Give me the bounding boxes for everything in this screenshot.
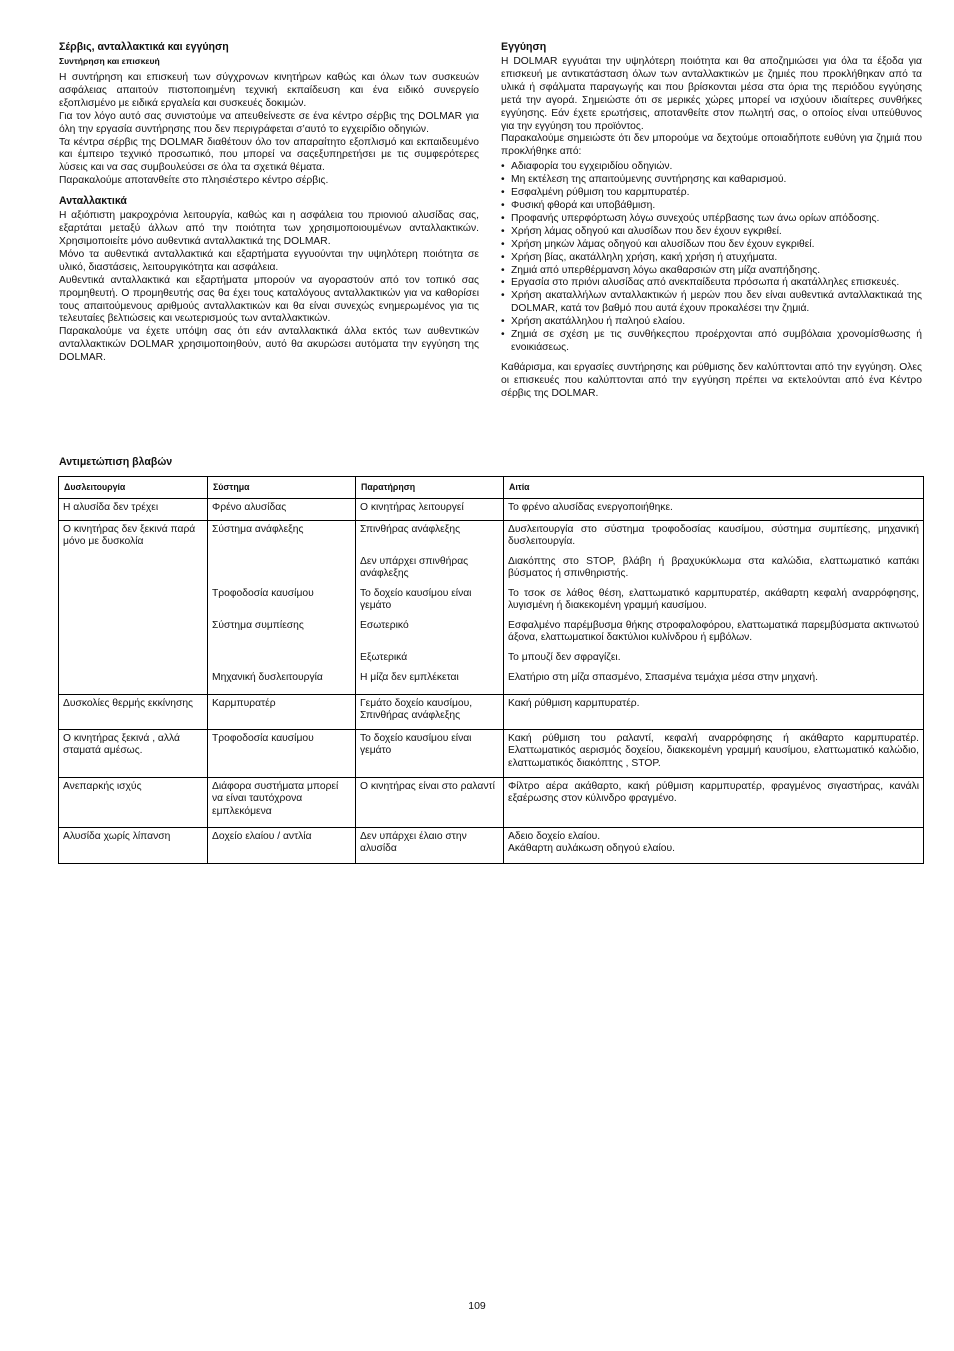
fault-cell: Ο κινητήρας ξεκινά , αλλά σταματά αμέσως. bbox=[59, 729, 208, 777]
cause-cell bbox=[504, 777, 924, 827]
troubleshooting-table bbox=[58, 476, 924, 864]
cause-text: Το μπουζί δεν σφραγίζει. bbox=[508, 651, 621, 663]
list-item: • Ζημιά σε σχέση με τις συνθήκεςπου προέρχονται από συμβόλαια χρονομίσθωσης ή ενοικιάσεως. bbox=[501, 329, 922, 355]
page-number: 109 bbox=[468, 1300, 486, 1312]
cause-text: Το τσοκ σε λάθος θέση, ελαττωματικό καρμπυρατέρ, ακάθαρτη κεφαλή αναρρόφησης, λυγισμένη ή διακεκομένη γραμμή καυσίμου. bbox=[508, 587, 919, 612]
list-item: • Χρήση ακαταλλήλων ανταλλακτικών ή μερών που δεν είναι αυθεντικά ανταλλακτικαά της DOLMAR, κατά τον βαθμό που αυτά έχουν προκαλέσει την ζημιά. bbox=[501, 290, 922, 316]
service-column bbox=[59, 41, 479, 365]
system-cell bbox=[208, 520, 356, 694]
cause-cell bbox=[504, 498, 924, 520]
observation-cell bbox=[356, 777, 504, 827]
spares-paragraph: Παρακαλούμε να έχετε υπόψη σας ότι εάν ανταλλακτικά άλλα εκτός των αυθεντικών ανταλλακτικών DOLMAR χρησιμοποιηθούν, αυτό θα ακυρώσει αυτόματα την εγγύηση της DOLMAR. bbox=[59, 326, 479, 364]
cause-cell bbox=[504, 827, 924, 863]
fault-cell: Αλυσίδα χωρίς λίπανση bbox=[59, 827, 208, 863]
list-item: • Χρήση βίας, ακατάλληλη χρήση, κακή χρήση ή ατυχήματα. bbox=[501, 252, 922, 265]
table-row bbox=[59, 777, 924, 827]
service-title: Σέρβις, ανταλλακτικά και εγγύηση bbox=[59, 41, 229, 53]
cause-cell bbox=[504, 520, 924, 694]
observation-text: Το δοχείο καυσίμου είναι γεμάτο bbox=[360, 732, 472, 757]
table-row bbox=[59, 729, 924, 777]
list-item: • Χρήση μηκών λάμας οδηγού και αλυσίδων που δεν έχουν εγκριθεί. bbox=[501, 239, 922, 252]
warranty-title: Εγγύηση bbox=[501, 41, 547, 53]
warranty-closing: Καθάρισμα, και εργασίες συντήρησης και ρύθμισης δεν καλύπτονται από την εγγύηση. Ολες οι επισκευές που καλύπτονται από την εγγύηση πρέπει να εκτελούνται από ένα Κέντρο σέρβις της DOLMAR. bbox=[501, 361, 922, 399]
observation-text: Δεν υπάρχει σπινθήρας ανάφλεξης bbox=[360, 555, 469, 580]
cause-text: Κακή ρύθμιση καρμπυρατέρ. bbox=[508, 697, 640, 709]
observation-text: Το δοχείο καυσίμου είναι γεμάτο bbox=[360, 587, 472, 612]
list-item: • Χρήση ακατάλληλου ή παληού ελαίου. bbox=[501, 316, 922, 329]
system-cell bbox=[208, 498, 356, 520]
system-text: Μηχανική δυσλειτουργία bbox=[212, 671, 323, 683]
service-paragraph: Η συντήρηση και επισκευή των σύγχρονων κινητήρων καθώς και όλων των συσκευών ασφάλειας απαιτούν πιστοποιημένη τεχνική εκπαίδευση και ένα ειδικό συνεργείο εξοπλισμένο με ειδικά εργαλεία και συσκευές δοκιμών. bbox=[59, 72, 479, 109]
observation-text: Ο κινητήρας λειτουργεί bbox=[360, 501, 464, 513]
observation-cell bbox=[356, 520, 504, 694]
system-text: Σύστημα ανάφλεξης bbox=[212, 523, 304, 535]
system-text bbox=[212, 652, 351, 665]
cause-text: Ελατήριο στη μίζα σπασμένο, Σπασμένα τεμάχια μέσα στην μηχανή. bbox=[508, 671, 818, 683]
table-row bbox=[59, 827, 924, 863]
system-text: Φρένο αλυσίδας bbox=[212, 501, 287, 513]
observation-text: Δεν υπάρχει έλαιο στην αλυσίδα bbox=[360, 830, 467, 855]
observation-text: Εξωτερικά bbox=[360, 651, 408, 663]
observation-text: Σπινθήρας ανάφλεξης bbox=[360, 523, 461, 535]
fault-cell: Η αλυσίδα δεν τρέχει bbox=[59, 498, 208, 520]
spares-paragraph: Η αξιόπιστη μακροχρόνια λειτουργία, καθώς και η ασφάλεια του πριονιού αλυσίδας σας, εξαρτάται μεταξύ άλλων από την ποιότητα των χρησιμοποιουμένων ανταλλακτικών. Χρησιμοποιείτε μόνο αυθεντικά ανταλλακτικά της DOLMAR. bbox=[59, 210, 479, 247]
observation-text: Η μίζα δεν εμπλέκεται bbox=[360, 671, 459, 683]
system-text: Καρμπυρατέρ bbox=[212, 697, 276, 709]
cause-cell bbox=[504, 729, 924, 777]
cause-text: Εσφαλμένο παρέμβυσμα θήκης στροφαλοφόρου, ελαττωματικά παρεμβύσματα ακτινωτού άξονα, ελαττωματικοί δακτύλιοι κυλίνδρου ή εμβόλων. bbox=[508, 619, 919, 644]
list-item: • Αδιαφορία του εγχειριδίου οδηγιών. bbox=[501, 161, 922, 174]
observation-cell bbox=[356, 729, 504, 777]
list-item: • Χρήση λάμας οδηγού και αλυσίδων που δεν έχουν εγκριθεί. bbox=[501, 226, 922, 239]
service-paragraph: Παρακαλούμε αποτανθείτε στο πλησιέστερο κέντρο σέρβις. bbox=[59, 175, 329, 187]
list-item: • Προφανής υπερφόρτωση λόγω συνεχούς υπέρβασης των άνω ορίων απόδοσης. bbox=[501, 213, 922, 226]
cause-cell bbox=[504, 694, 924, 729]
system-cell bbox=[208, 694, 356, 729]
cause-text: Το φρένο αλυσίδας ενεργοποιήθηκε. bbox=[508, 501, 673, 513]
system-text: Τροφοδοσία καυσίμου bbox=[212, 587, 314, 599]
fault-cell: Ανεπαρκής ισχύς bbox=[59, 777, 208, 827]
column-header: Σύστημα bbox=[208, 477, 356, 499]
warranty-paragraph: Η DOLMAR εγγυάται την υψηλότερη ποιότητα και θα αποζημιώσει για όλα τα έξοδα για επισκευή με αντικατάσταση όλων των ανταλλακτικών με ζημιές που προκλήθηκαν από τα υλικά ή σφάλματα παραγωγής και που βρίσκονται μέσα στα όρια της περιόδου εγγύησης μετά την αγορά. Σημειώστε ότι σε μερικές χώρες μπορεί να ισχύουν ιδιαίτερες συνθήκες εγγύησης. Εάν έχετε ερωτήσεις, αποτανθείτε στον πωλητή σας, ο οποίος είναι υπεύθυνος για την εγγύηση του προϊόντος. bbox=[501, 56, 922, 132]
fault-cell: Ο κινητήρας δεν ξεκινά παρά μόνο με δυσκολία bbox=[59, 520, 208, 694]
cause-text: Αδειο δοχείο ελαίου. Ακάθαρτη αυλάκωση οδηγού ελαίου. bbox=[508, 830, 676, 855]
table-row bbox=[59, 498, 924, 520]
spares-paragraph: Μόνο τα αυθεντικά ανταλλακτικά και εξαρτήματα εγγυούνται την υψηλότερη ποιότητα σε υλικό, διαστάσεις, λειτουργικότητα και ασφάλεια. bbox=[59, 248, 479, 273]
list-item: • Μη εκτέλεση της απαιτούμενης συντήρησης και καθαρισμού. bbox=[501, 174, 922, 187]
system-cell bbox=[208, 827, 356, 863]
list-item: • Εργασία στο πριόνι αλυσίδας από ανεκπαίδευτα πρόσωπα ή ακατάλληλες επισκευές. bbox=[501, 277, 922, 290]
spares-title: Ανταλλακτικά bbox=[59, 195, 127, 208]
fault-cell: Δυσκολίες θερμής εκκίνησης bbox=[59, 694, 208, 729]
column-header: Αιτία bbox=[504, 477, 924, 499]
table-row bbox=[59, 520, 924, 694]
table-row bbox=[59, 694, 924, 729]
observation-cell bbox=[356, 694, 504, 729]
warranty-exclusions-list bbox=[501, 161, 922, 355]
spares-paragraph: Αυθεντικά ανταλλακτικά και εξαρτήματα μπορούν να αγοραστούν από τον τοπικό σας προμηθευτή. Ο προμηθευτής σας θα έχει τους καταλόγους ανταλλακτικών για να καθορίσει τους απαιτούμενους αριθμούς ανταλλακτικών και θα είναι συνεχώς ενημερωμένος για τις τελευταίες βελτιώσεις και νεωτερισμούς των ανταλλακτικών. bbox=[59, 274, 479, 325]
column-header: Παρατήρηση bbox=[356, 477, 504, 499]
system-text: Τροφοδοσία καυσίμου bbox=[212, 732, 314, 744]
observation-text: Γεμάτο δοχείο καυσίμου, Σπινθήρας ανάφλεξης bbox=[360, 697, 473, 722]
cause-text: Κακή ρύθμιση του ραλαντί, κεφαλή αναρρόφησης ή ακάθαρτο καρμπυρατέρ. Ελαττωματικός αερισμός δοχείου, διακεκομένη γραμμή καυσίμου, ελαττωματικό καλώδιο, ελαττωματικός διακόπτης , STOP. bbox=[508, 732, 919, 769]
troubleshooting-title: Αντιμετώπιση βλαβών bbox=[59, 456, 173, 468]
list-item: • Φυσική φθορά και υποβάθμιση. bbox=[501, 200, 922, 213]
observation-text: Εσωτερικό bbox=[360, 619, 409, 631]
system-text bbox=[212, 556, 351, 581]
system-cell bbox=[208, 729, 356, 777]
list-item: • Εσφαλμένη ρύθμιση του καρμπυρατέρ. bbox=[501, 187, 922, 200]
service-paragraph: Τα κέντρα σέρβις της DOLMAR διαθέτουν όλο τον απαραίτητο εξοπλισμό και εκπαιδευμένο και έμπειρο τεχνικό προσωπικό, που μπορεί να σαςεξυπηρετήσει με τις συμφερότερες λύσεις και να σας συμβουλεύσει σε όλα τα σχετικά θέματα. bbox=[59, 136, 479, 174]
table-header-row bbox=[59, 477, 924, 499]
column-header: Δυσλειτουργία bbox=[59, 477, 208, 499]
service-paragraph: Για τον λόγο αυτό σας συνιστούμε να απευθείνεστε σε ένα κέντρο σέρβις της DOLMAR για όλη την εργασία συντήρησης που δεν περιγράφεται σ’αυτό το εγχειρίδιο οδηγιών. bbox=[59, 110, 479, 135]
table-body bbox=[59, 498, 924, 863]
system-text: Δοχείο ελαίου / αντλία bbox=[212, 830, 312, 842]
system-cell bbox=[208, 777, 356, 827]
cause-text: Δυσλειτουργία στο σύστημα τροφοδοσίας καυσίμου, σύστημα συμπίεσης, μηχανική δυσλειτουργία. bbox=[508, 523, 919, 548]
maintenance-subtitle: Συντήρηση και επισκευή bbox=[59, 56, 160, 66]
observation-text: Ο κινητήρας είναι στο ραλαντί bbox=[360, 780, 495, 792]
system-text: Διάφορα συστήματα μπορεί να είναι ταυτόχρονα εμπλεκόμενα bbox=[212, 780, 339, 817]
cause-text: Διακόπτης στο STOP, βλάβη ή βραχυκύκλωμα στα καλώδια, ελαττωματικό καπάκι βύσματος ή σπινθηριστής. bbox=[508, 555, 919, 580]
observation-cell bbox=[356, 498, 504, 520]
warranty-paragraph: Παρακαλούμε σημειώστε ότι δεν μπορούμε να δεχτούμε οποιαδήποτε ευθύνη για ζημιά που προκλήθηκε από: bbox=[501, 133, 922, 158]
warranty-column bbox=[501, 41, 922, 401]
observation-cell bbox=[356, 827, 504, 863]
system-text: Σύστημα συμπίεσης bbox=[212, 619, 304, 631]
cause-text: Φίλτρο αέρα ακάθαρτο, κακή ρύθμιση καρμπυρατέρ, φραγμένος σιγαστήρας, κανάλι εξαέρωσης στον κύλινδρο φραγμένο. bbox=[508, 780, 919, 805]
list-item: • Ζημιά από υπερθέρμανση λόγω ακαθαρσιών στη μίζα αναπήδησης. bbox=[501, 265, 922, 278]
